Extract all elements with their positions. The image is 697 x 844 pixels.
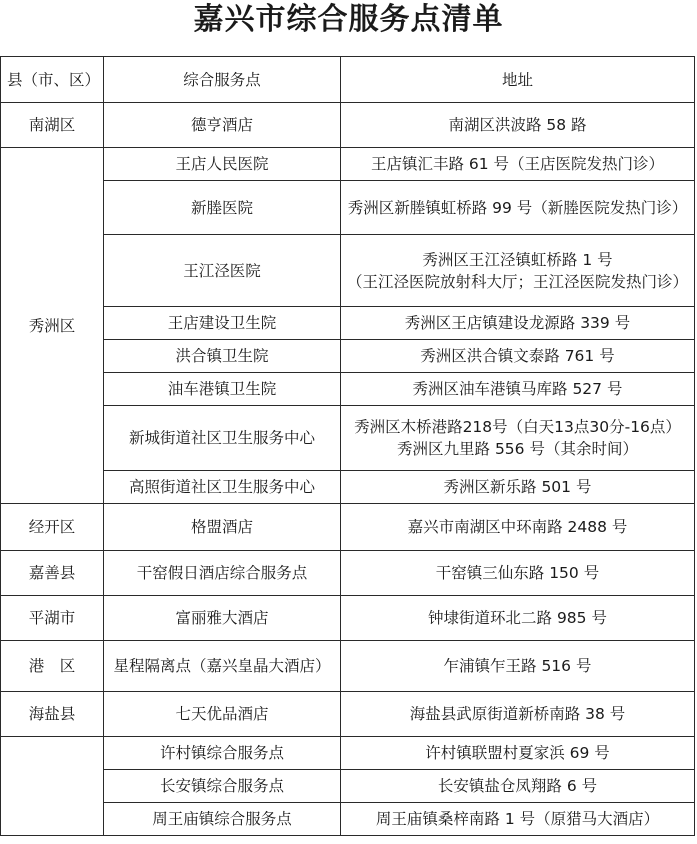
county-cell: 经开区 <box>1 504 104 551</box>
address-line: 钟埭街道环北二路 985 号 <box>428 609 607 627</box>
service-point-cell: 许村镇综合服务点 <box>104 737 341 770</box>
table-row <box>1 148 695 181</box>
table-header-row <box>1 57 695 103</box>
table-body <box>1 103 695 836</box>
address-line: 长安镇盐仓凤翔路 6 号 <box>437 777 598 795</box>
service-point-cell: 王店人民医院 <box>104 148 341 181</box>
address-cell <box>341 737 695 770</box>
county-cell: 港 区 <box>1 641 104 692</box>
table-row <box>1 307 695 340</box>
address-cell <box>341 596 695 641</box>
address-cell <box>341 373 695 406</box>
address-line: （王江泾医院放射科大厅；王江泾医院发热门诊） <box>347 272 689 291</box>
table-row <box>1 641 695 692</box>
address-cell <box>341 148 695 181</box>
table-row <box>1 181 695 235</box>
address-cell <box>341 406 695 471</box>
table-row <box>1 770 695 803</box>
service-point-cell: 洪合镇卫生院 <box>104 340 341 373</box>
column-header-county: 县（市、区） <box>1 57 104 103</box>
column-header-address: 地址 <box>341 57 695 103</box>
service-point-cell: 格盟酒店 <box>104 504 341 551</box>
address-cell <box>341 181 695 235</box>
address-line: 嘉兴市南湖区中环南路 2488 号 <box>407 518 628 536</box>
column-header-service-point: 综合服务点 <box>104 57 341 103</box>
address-line: 秀洲区木桥港路218号（白天13点30分-16点） <box>354 418 681 436</box>
service-point-table <box>0 56 695 836</box>
address-cell <box>341 770 695 803</box>
service-point-cell: 油车港镇卫生院 <box>104 373 341 406</box>
address-cell <box>341 103 695 148</box>
address-line: 秀洲区新乐路 501 号 <box>443 478 592 496</box>
table-row <box>1 504 695 551</box>
address-line: 乍浦镇乍王路 516 号 <box>443 657 592 675</box>
table-row <box>1 692 695 737</box>
county-cell <box>1 737 104 836</box>
table-row <box>1 596 695 641</box>
county-cell: 秀洲区 <box>1 148 104 504</box>
service-point-cell: 七天优品酒店 <box>104 692 341 737</box>
service-point-cell: 新塍医院 <box>104 181 341 235</box>
address-cell <box>341 692 695 737</box>
table-row <box>1 103 695 148</box>
address-line: 王店镇汇丰路 61 号（王店医院发热门诊） <box>370 155 665 173</box>
address-cell <box>341 340 695 373</box>
service-point-cell: 干窑假日酒店综合服务点 <box>104 551 341 596</box>
service-point-cell: 富丽雅大酒店 <box>104 596 341 641</box>
address-line: 南湖区洪波路 58 路 <box>448 116 587 134</box>
county-cell: 海盐县 <box>1 692 104 737</box>
table-row <box>1 406 695 471</box>
address-cell <box>341 803 695 836</box>
address-line: 许村镇联盟村夏家浜 69 号 <box>425 744 610 762</box>
service-point-cell: 新城街道社区卫生服务中心 <box>104 406 341 471</box>
address-cell <box>341 471 695 504</box>
table-row <box>1 737 695 770</box>
table-row <box>1 235 695 307</box>
address-line: 秀洲区新塍镇虹桥路 99 号（新塍医院发热门诊） <box>347 198 688 217</box>
service-point-cell: 星程隔离点（嘉兴皇晶大酒店） <box>104 641 341 692</box>
table-row <box>1 340 695 373</box>
address-cell <box>341 641 695 692</box>
page-title: 嘉兴市综合服务点清单 <box>193 2 504 37</box>
address-line: 秀洲区九里路 556 号（其余时间） <box>397 440 638 458</box>
address-line: 海盐县武原街道新桥南路 38 号 <box>409 705 626 723</box>
address-cell <box>341 307 695 340</box>
service-point-cell: 高照街道社区卫生服务中心 <box>104 471 341 504</box>
table-row <box>1 373 695 406</box>
table-row <box>1 551 695 596</box>
address-line: 干窑镇三仙东路 150 号 <box>435 564 600 582</box>
address-cell <box>341 504 695 551</box>
service-point-cell: 周王庙镇综合服务点 <box>104 803 341 836</box>
service-point-cell: 长安镇综合服务点 <box>104 770 341 803</box>
address-line: 周王庙镇桑梓南路 1 号（原猎马大酒店） <box>375 810 660 828</box>
address-cell <box>341 551 695 596</box>
address-line: 秀洲区王江泾镇虹桥路 1 号 <box>422 250 613 269</box>
address-line: 秀洲区油车港镇马库路 527 号 <box>412 380 623 398</box>
table-row <box>1 803 695 836</box>
address-line: 秀洲区洪合镇文泰路 761 号 <box>420 347 615 365</box>
service-point-cell: 德亨酒店 <box>104 103 341 148</box>
table-row <box>1 471 695 504</box>
service-point-cell: 王江泾医院 <box>104 235 341 307</box>
service-point-cell: 王店建设卫生院 <box>104 307 341 340</box>
county-cell: 嘉善县 <box>1 551 104 596</box>
county-cell: 南湖区 <box>1 103 104 148</box>
address-cell <box>341 235 695 307</box>
county-cell: 平湖市 <box>1 596 104 641</box>
address-line: 秀洲区王店镇建设龙源路 339 号 <box>404 314 631 332</box>
